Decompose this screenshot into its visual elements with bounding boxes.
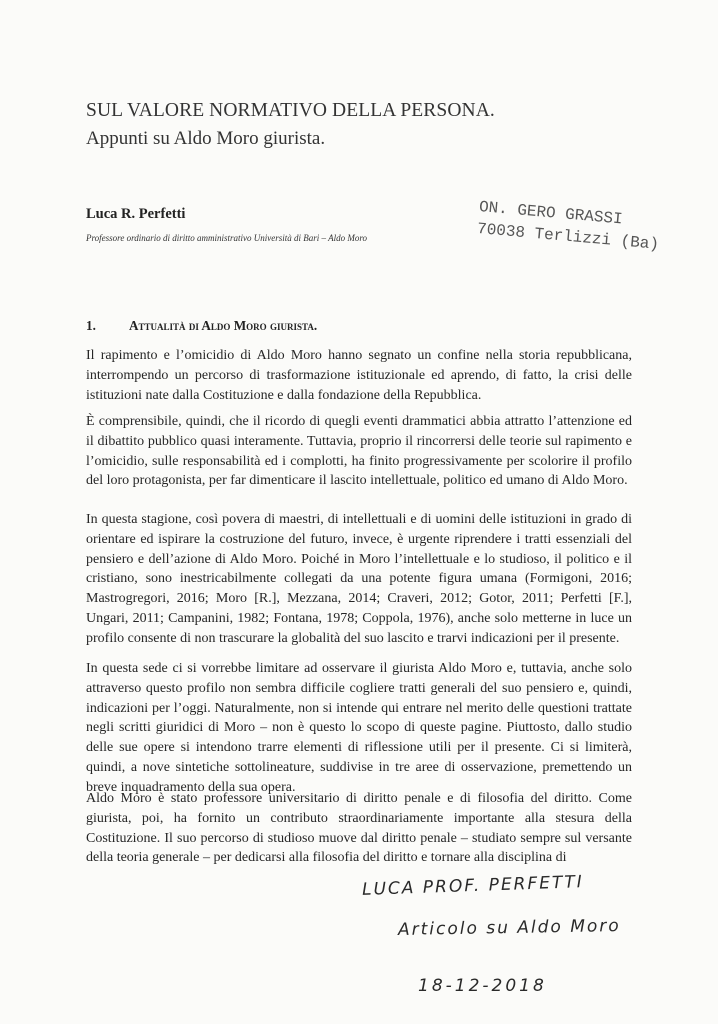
author-affiliation: Professore ordinario di diritto amministrativo Università di Bari – Aldo Moro bbox=[86, 233, 368, 243]
paragraph-text: In questa stagione, così povera di maestri, di intellettuali e di uomini delle istituzioni in grado di orientare ed ispirare la costruzione del futuro, invece, è urgente riprendere i tratti essenziali del pensiero e dell’azione di Aldo Moro. Poiché in Moro l’intellettuale e lo studioso, il politico e il cristiano, sono inestricabilmente collegati da una potente figura umana (Formigoni, 2016; Mastrogregori, 2016; Moro [R.], Mezzana, 2014; Craveri, 2012; Gotor, 2011; Perfetti [F.], Ungari, 2011; Campanini, 1982; Fontana, 1978; Coppola, 1976), anche solo metterne in luce un profilo consente di non trascurare la globalità del suo lascito e trarvi indicazioni per il presente. bbox=[86, 512, 632, 646]
paragraph-text: Il rapimento e l’omicidio di Aldo Moro hanno segnato un confine nella storia repubblicana, interrompendo un percorso di trasformazione istituzionale ed aprendo, di fatto, la crisi delle istituzioni nate dalla Costituzione e dalla fondazione della Repubblica. bbox=[86, 348, 632, 403]
stamp-line-address: 70038 Terlizzi (Ba) bbox=[476, 219, 660, 254]
handwritten-note-subject: Articolo su Aldo Moro bbox=[397, 916, 621, 940]
stamp-line-name: ON. GERO GRASSI bbox=[478, 197, 624, 229]
section-number: 1. bbox=[86, 318, 96, 333]
document-subtitle: Appunti su Aldo Moro giurista. bbox=[86, 128, 326, 149]
author-name: Luca R. Perfetti bbox=[86, 206, 186, 222]
document-title: SUL VALORE NORMATIVO DELLA PERSONA. bbox=[86, 100, 495, 121]
paragraph-text: È comprensibile, quindi, che il ricordo di quegli eventi drammatici abbia attratto l’attenzione ed il dibattito pubblico quasi interamente. Tuttavia, proprio il rincorrersi delle teorie sul rapimento e l’omicidio, sulle responsabilità ed i complotti, ha finito progressivamente per scolorire il profilo del loro protagonista, per far dimenticare il lascito intellettuale, politico ed umano di Aldo Moro. bbox=[86, 414, 632, 489]
section-title: Attualità di Aldo Moro giurista. bbox=[129, 318, 318, 333]
paragraph-3 bbox=[86, 510, 632, 649]
paragraph-4 bbox=[86, 659, 632, 798]
paragraph-text: In questa sede ci si vorrebbe limitare ad osservare il giurista Aldo Moro e, tuttavia, anche solo attraverso questo profilo non sembra difficile cogliere tratti generali del suo pensiero e, quindi, indicazioni per l’oggi. Naturalmente, non si intende qui entrare nel merito delle questioni trattate negli scritti giuridici di Moro – non è questo lo scopo di queste pagine. Piuttosto, dallo studio delle sue opere si intendono trarre elementi di riflessione utili per il presente. Ci si limiterà, quindi, a nove sintetiche sottolineature, suddivise in tre aree di osservazione, premettendo un breve inquadramento della sua opera. bbox=[86, 661, 632, 795]
section-heading bbox=[86, 318, 317, 334]
address-stamp bbox=[476, 196, 660, 254]
paragraph-5 bbox=[86, 789, 632, 868]
handwritten-note-date: 18-12-2018 bbox=[418, 976, 547, 996]
paragraph-text: Aldo Moro è stato professore universitario di diritto penale e di filosofia del diritto. Come giurista, poi, ha fornito un contributo straordinariamente importante alla stesura della Costituzione. Il suo percorso di studioso muove dal diritto penale – studiato sempre sul versante della teoria generale – per dedicarsi alla filosofia del diritto e tornare alla disciplina di bbox=[86, 791, 632, 866]
paragraph-2 bbox=[86, 412, 632, 491]
handwritten-note-author: LUCA PROF. PERFETTI bbox=[361, 872, 585, 900]
paragraph-1 bbox=[86, 346, 632, 405]
